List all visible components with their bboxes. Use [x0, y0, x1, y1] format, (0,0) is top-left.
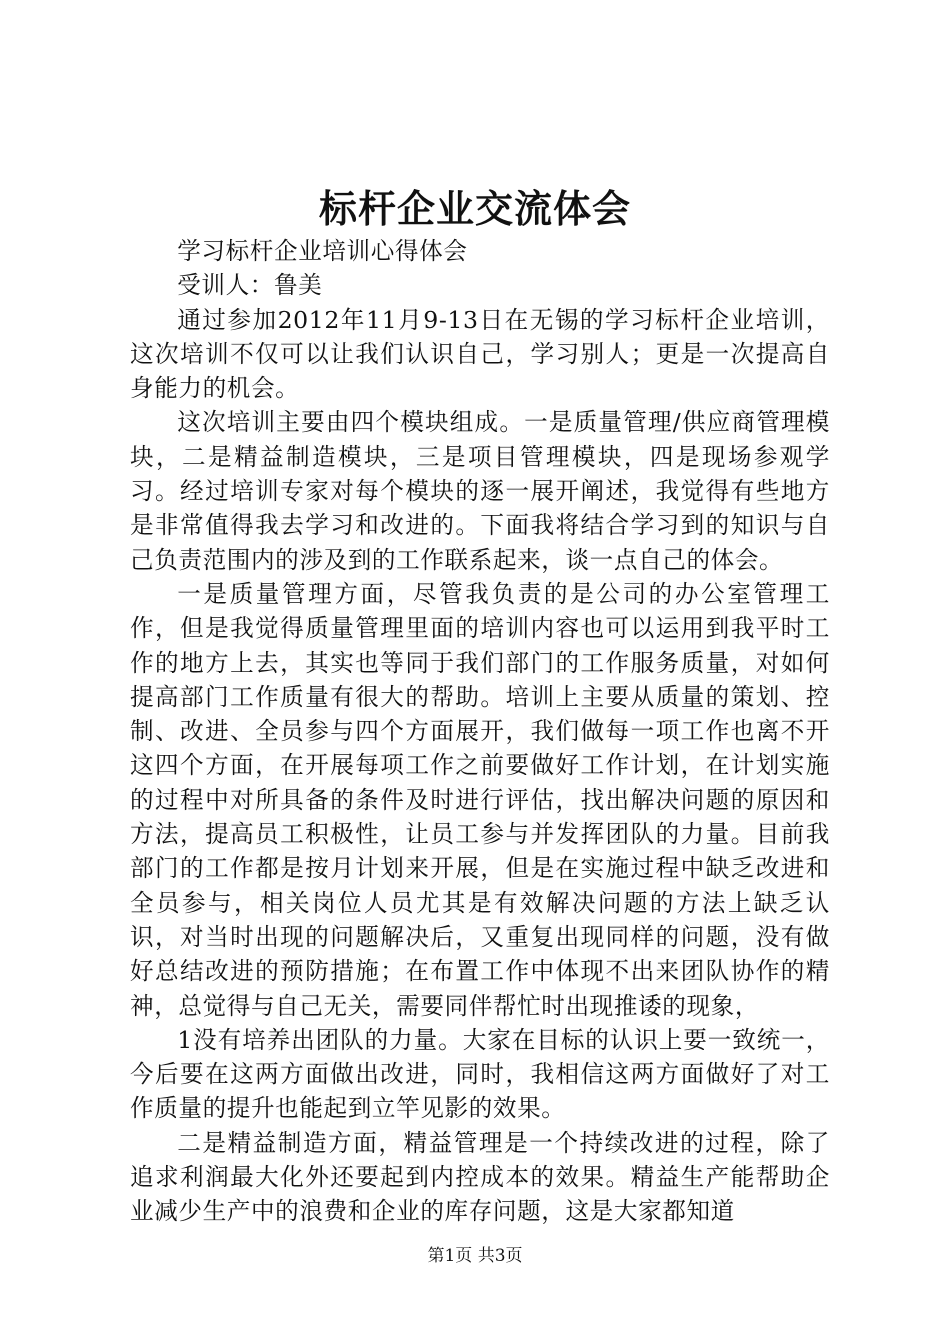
trainee-paragraph: 受训人：鲁美 [177, 271, 323, 300]
document-body [130, 234, 830, 1229]
subtitle-paragraph: 学习标杆企业培训心得体会 [177, 237, 468, 265]
quality-paragraph: 一是质量管理方面，尽管我负责的是公司的办公室管理工作，但是我觉得质量管理里面的培训内容也可以运用到我平时工作的地方上去，其实也等同于我们部门的工作服务质量，对如何提高部门工作质量有很大的帮助。培训上主要从质量的策划、控制、改进、全员参与四个方面展开，我们做每一项工作也离不开这四个方面，在开展每项工作之前要做好工作计划，在计划实施的过程中对所具备的条件及时进行评估，找出解决问题的原因和方法，提高员工积极性，让员工参与并发挥团队的力量。目前我部门的工作都是按月计划来开展，但是在实施过程中缺乏改进和全员参与，相关岗位人员尤其是有效解决问题的方法上缺乏认识，对当时出现的问题解决后，又重复出现同样的问题，没有做好总结改进的预防措施；在布置工作中体现不出来团队协作的精神，总觉得与自己无关，需要同伴帮忙时出现推诿的现象， [130, 579, 830, 1020]
lean-paragraph: 二是精益制造方面，精益管理是一个持续改进的过程，除了追求利润最大化外还要起到内控成本的效果。精益生产能帮助企业减少生产中的浪费和企业的库存问题，这是大家都知道 [130, 1128, 830, 1226]
page-footer: 第1页 共3页 [427, 1246, 523, 1266]
team-paragraph: 1没有培养出团队的力量。大家在目标的认识上要一致统一，今后要在这两方面做出改进，同时，我相信这两方面做好了对工作质量的提升也能起到立竿见影的效果。 [130, 1025, 830, 1123]
intro-paragraph: 通过参加2012年11月9-13日在无锡的学习标杆企业培训，这次培训不仅可以让我们认识自己，学习别人；更是一次提高自身能力的机会。 [130, 305, 830, 403]
modules-paragraph: 这次培训主要由四个模块组成。一是质量管理/供应商管理模块，二是精益制造模块，三是项目管理模块，四是现场参观学习。经过培训专家对每个模块的逐一展开阐述，我觉得有些地方是非常值得我去学习和改进的。下面我将结合学习到的知识与自己负责范围内的涉及到的工作联系起来，谈一点自己的体会。 [130, 408, 830, 574]
document-title: 标杆企业交流体会 [318, 186, 631, 231]
